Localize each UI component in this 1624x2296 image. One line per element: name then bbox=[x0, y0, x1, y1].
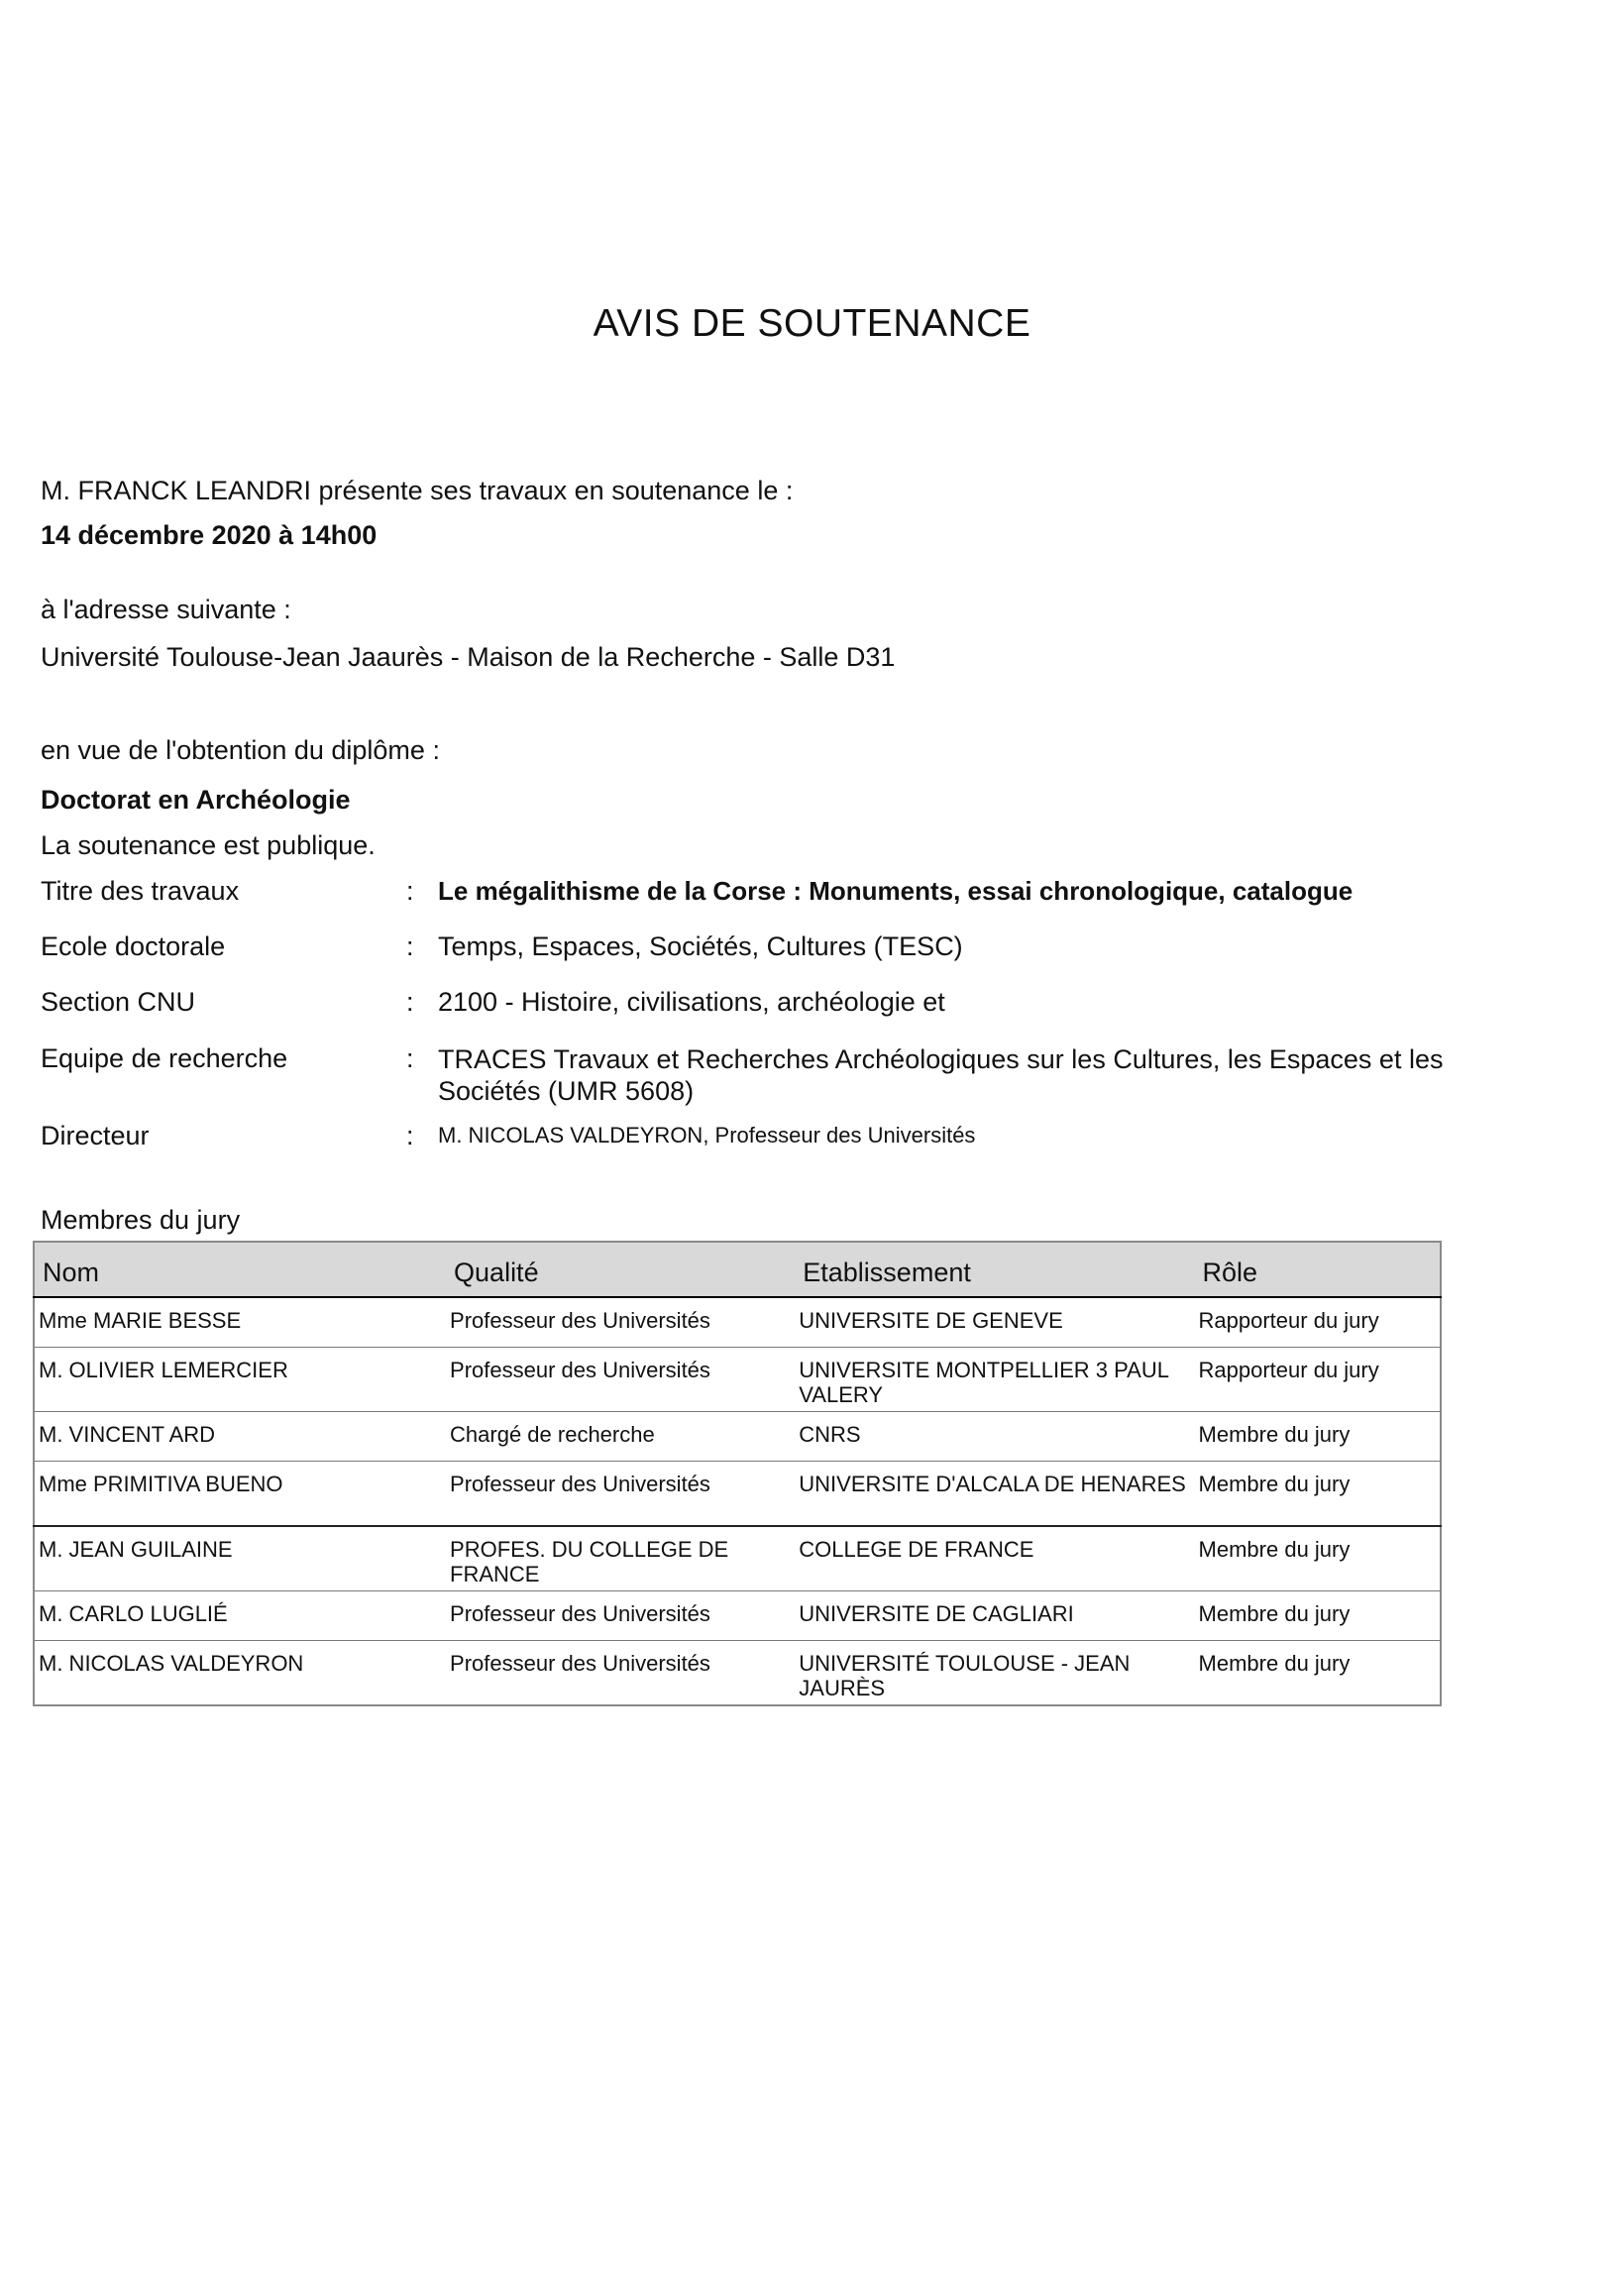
section-value: 2100 - Histoire, civilisations, archéologie et bbox=[438, 987, 945, 1017]
titre-value: Le mégalithisme de la Corse : Monuments, essai chronologique, catalogue bbox=[438, 876, 1353, 906]
equipe-value: TRACES Travaux et Recherches Archéologiques sur les Cultures, les Espaces et les Sociétés (UMR 5608) bbox=[438, 1044, 1444, 1106]
public-note: La soutenance est publique. bbox=[41, 830, 376, 860]
jury-qualite: Professeur des Universités bbox=[446, 1462, 795, 1527]
section-colon: : bbox=[406, 987, 414, 1017]
table-row bbox=[34, 1641, 1441, 1706]
jury-etablissement: UNIVERSITE D'ALCALA DE HENARES bbox=[795, 1462, 1194, 1527]
jury-etablissement: UNIVERSITE DE CAGLIARI bbox=[795, 1591, 1194, 1641]
jury-role: Membre du jury bbox=[1195, 1462, 1441, 1527]
ecole-value: Temps, Espaces, Sociétés, Cultures (TESC) bbox=[438, 931, 963, 961]
jury-table bbox=[33, 1241, 1442, 1706]
candidate-line: M. FRANCK LEANDRI présente ses travaux en soutenance le : bbox=[41, 476, 794, 505]
header-etablissement: Etablissement bbox=[795, 1242, 1194, 1297]
directeur-value: M. NICOLAS VALDEYRON, Professeur des Universités bbox=[438, 1123, 976, 1148]
defense-date: 14 décembre 2020 à 14h00 bbox=[41, 520, 378, 550]
jury-nom: M. VINCENT ARD bbox=[34, 1412, 446, 1462]
table-row bbox=[34, 1591, 1441, 1641]
equipe-colon: : bbox=[406, 1043, 414, 1073]
table-row bbox=[34, 1462, 1441, 1527]
jury-nom: M. NICOLAS VALDEYRON bbox=[34, 1641, 446, 1706]
jury-etablissement: UNIVERSITE DE GENEVE bbox=[795, 1297, 1194, 1348]
diploma-label: en vue de l'obtention du diplôme : bbox=[41, 735, 440, 765]
jury-qualite: Professeur des Universités bbox=[446, 1348, 795, 1412]
header-role: Rôle bbox=[1195, 1242, 1441, 1297]
jury-role: Membre du jury bbox=[1195, 1526, 1441, 1591]
jury-nom: M. OLIVIER LEMERCIER bbox=[34, 1348, 446, 1412]
jury-nom: Mme MARIE BESSE bbox=[34, 1297, 446, 1348]
jury-role: Rapporteur du jury bbox=[1195, 1297, 1441, 1348]
table-row bbox=[34, 1297, 1441, 1348]
address: Université Toulouse-Jean Jaaurès - Maison de la Recherche - Salle D31 bbox=[41, 642, 896, 672]
address-label: à l'adresse suivante : bbox=[41, 595, 291, 624]
jury-qualite: Professeur des Universités bbox=[446, 1641, 795, 1706]
section-label: Section CNU bbox=[41, 987, 196, 1017]
jury-nom: M. JEAN GUILAINE bbox=[34, 1526, 446, 1591]
equipe-label: Equipe de recherche bbox=[41, 1043, 288, 1073]
diploma-name: Doctorat en Archéologie bbox=[41, 785, 351, 815]
directeur-colon: : bbox=[406, 1121, 414, 1150]
header-qualite: Qualité bbox=[446, 1242, 795, 1297]
jury-heading: Membres du jury bbox=[41, 1205, 241, 1235]
page-title: AVIS DE SOUTENANCE bbox=[593, 302, 1031, 345]
jury-etablissement: COLLEGE DE FRANCE bbox=[795, 1526, 1194, 1591]
jury-qualite: PROFES. DU COLLEGE DE FRANCE bbox=[446, 1526, 795, 1591]
jury-role: Membre du jury bbox=[1195, 1641, 1441, 1706]
table-row bbox=[34, 1412, 1441, 1462]
jury-etablissement: UNIVERSITÉ TOULOUSE - JEAN JAURÈS bbox=[795, 1641, 1194, 1706]
jury-role: Membre du jury bbox=[1195, 1591, 1441, 1641]
directeur-label: Directeur bbox=[41, 1121, 150, 1150]
titre-colon: : bbox=[406, 876, 414, 906]
ecole-label: Ecole doctorale bbox=[41, 931, 226, 961]
jury-role: Membre du jury bbox=[1195, 1412, 1441, 1462]
ecole-colon: : bbox=[406, 931, 414, 961]
jury-etablissement: CNRS bbox=[795, 1412, 1194, 1462]
jury-nom: Mme PRIMITIVA BUENO bbox=[34, 1462, 446, 1527]
table-row bbox=[34, 1526, 1441, 1591]
header-nom: Nom bbox=[34, 1242, 446, 1297]
titre-label: Titre des travaux bbox=[41, 876, 240, 906]
jury-qualite: Professeur des Universités bbox=[446, 1297, 795, 1348]
jury-nom: M. CARLO LUGLIÉ bbox=[34, 1591, 446, 1641]
jury-etablissement: UNIVERSITE MONTPELLIER 3 PAUL VALERY bbox=[795, 1348, 1194, 1412]
jury-header-row bbox=[34, 1242, 1441, 1297]
jury-qualite: Chargé de recherche bbox=[446, 1412, 795, 1462]
table-row bbox=[34, 1348, 1441, 1412]
jury-role: Rapporteur du jury bbox=[1195, 1348, 1441, 1412]
jury-qualite: Professeur des Universités bbox=[446, 1591, 795, 1641]
